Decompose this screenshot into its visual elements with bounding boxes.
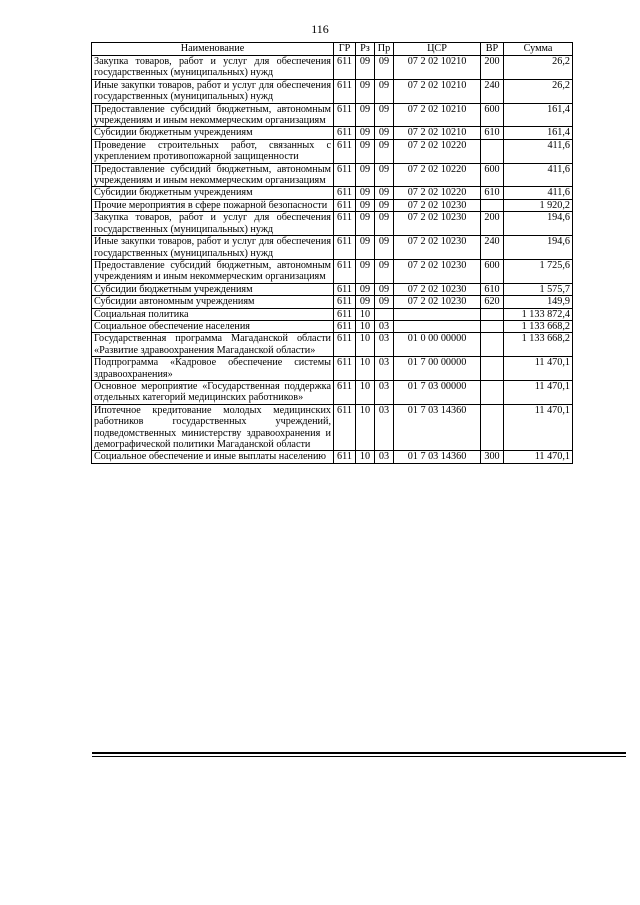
table-row: [92, 357, 573, 381]
row-vr-cell: 600: [481, 259, 504, 283]
row-pr-cell: 09: [375, 187, 394, 199]
table-row: [92, 404, 573, 451]
row-amount-cell: 161,4: [504, 103, 573, 127]
row-amount-cell: 194,6: [504, 236, 573, 260]
row-amount-cell: 1 725,6: [504, 259, 573, 283]
row-pr-cell: 09: [375, 236, 394, 260]
row-vr-cell: [481, 199, 504, 211]
row-rz-cell: 10: [356, 333, 375, 357]
row-amount-cell: 411,6: [504, 187, 573, 199]
row-vr-cell: [481, 308, 504, 320]
row-gr-cell: 611: [334, 163, 356, 187]
row-amount-cell: 1 133 668,2: [504, 333, 573, 357]
row-name-cell: Социальное обеспечение населения: [92, 320, 334, 332]
row-pr-cell: 09: [375, 56, 394, 80]
row-rz-cell: 09: [356, 296, 375, 308]
table-row: [92, 79, 573, 103]
row-vr-cell: [481, 333, 504, 357]
row-rz-cell: 09: [356, 139, 375, 163]
row-pr-cell: 09: [375, 296, 394, 308]
row-rz-cell: 09: [356, 187, 375, 199]
row-csr-cell: 01 7 00 00000: [394, 357, 481, 381]
row-amount-cell: 161,4: [504, 127, 573, 139]
row-rz-cell: 09: [356, 79, 375, 103]
bottom-rule: [92, 752, 626, 754]
row-vr-cell: [481, 404, 504, 451]
table-row: [92, 56, 573, 80]
row-csr-cell: 07 2 02 10230: [394, 236, 481, 260]
row-gr-cell: 611: [334, 212, 356, 236]
table-row: [92, 103, 573, 127]
row-csr-cell: 07 2 02 10210: [394, 56, 481, 80]
row-amount-cell: 1 133 668,2: [504, 320, 573, 332]
row-pr-cell: 09: [375, 283, 394, 295]
row-vr-cell: 240: [481, 79, 504, 103]
header-rz: Рз: [356, 43, 375, 56]
row-pr-cell: 03: [375, 380, 394, 404]
table-row: [92, 139, 573, 163]
row-name-cell: Предоставление субсидий бюджетным, автономным учреждениям и иным некоммерческим организациям: [92, 259, 334, 283]
row-rz-cell: 10: [356, 320, 375, 332]
table-row: [92, 320, 573, 332]
row-gr-cell: 611: [334, 199, 356, 211]
row-gr-cell: 611: [334, 320, 356, 332]
row-vr-cell: [481, 357, 504, 381]
row-csr-cell: 01 7 03 00000: [394, 380, 481, 404]
row-gr-cell: 611: [334, 127, 356, 139]
row-vr-cell: [481, 380, 504, 404]
row-amount-cell: 1 920,2: [504, 199, 573, 211]
row-vr-cell: 600: [481, 103, 504, 127]
row-gr-cell: 611: [334, 56, 356, 80]
table-row: [92, 296, 573, 308]
row-pr-cell: 09: [375, 163, 394, 187]
row-gr-cell: 611: [334, 236, 356, 260]
row-pr-cell: 09: [375, 139, 394, 163]
row-amount-cell: 11 470,1: [504, 451, 573, 463]
row-rz-cell: 09: [356, 212, 375, 236]
row-name-cell: Основное мероприятие «Государственная поддержка отдельных категорий медицинских работников»: [92, 380, 334, 404]
row-csr-cell: 07 2 02 10230: [394, 259, 481, 283]
row-csr-cell: 07 2 02 10220: [394, 187, 481, 199]
table-row: [92, 333, 573, 357]
row-vr-cell: 610: [481, 127, 504, 139]
row-amount-cell: 149,9: [504, 296, 573, 308]
row-name-cell: Ипотечное кредитование молодых медицинских работников государственных учреждений, подведомственных министерству здравоохранения и демографической политики Магаданской области: [92, 404, 334, 451]
row-csr-cell: [394, 320, 481, 332]
row-vr-cell: 610: [481, 187, 504, 199]
row-gr-cell: 611: [334, 380, 356, 404]
header-gr: ГР: [334, 43, 356, 56]
row-name-cell: Закупка товаров, работ и услуг для обеспечения государственных (муниципальных) нужд: [92, 212, 334, 236]
row-gr-cell: 611: [334, 79, 356, 103]
row-csr-cell: 07 2 02 10210: [394, 103, 481, 127]
row-gr-cell: 611: [334, 103, 356, 127]
row-amount-cell: 194,6: [504, 212, 573, 236]
table-row: [92, 212, 573, 236]
row-name-cell: Закупка товаров, работ и услуг для обеспечения государственных (муниципальных) нужд: [92, 56, 334, 80]
row-amount-cell: 11 470,1: [504, 404, 573, 451]
row-vr-cell: 600: [481, 163, 504, 187]
row-vr-cell: 300: [481, 451, 504, 463]
row-rz-cell: 10: [356, 380, 375, 404]
table-row: [92, 163, 573, 187]
row-vr-cell: 620: [481, 296, 504, 308]
header-amount: Сумма: [504, 43, 573, 56]
page-number: 116: [311, 22, 329, 36]
row-csr-cell: 01 0 00 00000: [394, 333, 481, 357]
table-row: [92, 283, 573, 295]
row-vr-cell: 240: [481, 236, 504, 260]
row-rz-cell: 09: [356, 259, 375, 283]
row-vr-cell: [481, 139, 504, 163]
row-gr-cell: 611: [334, 259, 356, 283]
row-name-cell: Предоставление субсидий бюджетным, автономным учреждениям и иным некоммерческим организациям: [92, 163, 334, 187]
row-pr-cell: 09: [375, 199, 394, 211]
row-rz-cell: 09: [356, 163, 375, 187]
row-name-cell: Прочие мероприятия в сфере пожарной безопасности: [92, 199, 334, 211]
row-name-cell: Социальная политика: [92, 308, 334, 320]
row-gr-cell: 611: [334, 308, 356, 320]
row-pr-cell: 09: [375, 103, 394, 127]
row-pr-cell: [375, 308, 394, 320]
row-rz-cell: 09: [356, 56, 375, 80]
row-amount-cell: 26,2: [504, 79, 573, 103]
row-name-cell: Субсидии бюджетным учреждениям: [92, 283, 334, 295]
row-pr-cell: 03: [375, 333, 394, 357]
row-amount-cell: 411,6: [504, 163, 573, 187]
row-csr-cell: 07 2 02 10210: [394, 127, 481, 139]
row-amount-cell: 11 470,1: [504, 357, 573, 381]
row-amount-cell: 26,2: [504, 56, 573, 80]
row-amount-cell: 1 575,7: [504, 283, 573, 295]
row-csr-cell: 07 2 02 10210: [394, 79, 481, 103]
row-csr-cell: 07 2 02 10230: [394, 296, 481, 308]
row-gr-cell: 611: [334, 357, 356, 381]
row-pr-cell: 03: [375, 451, 394, 463]
header-pr: Пр: [375, 43, 394, 56]
row-gr-cell: 611: [334, 404, 356, 451]
row-pr-cell: 03: [375, 357, 394, 381]
row-rz-cell: 10: [356, 404, 375, 451]
row-csr-cell: 01 7 03 14360: [394, 404, 481, 451]
row-name-cell: Государственная программа Магаданской области «Развитие здравоохранения Магаданской области»: [92, 333, 334, 357]
row-gr-cell: 611: [334, 451, 356, 463]
budget-table: [91, 42, 573, 464]
row-vr-cell: 200: [481, 212, 504, 236]
row-rz-cell: 10: [356, 308, 375, 320]
row-gr-cell: 611: [334, 187, 356, 199]
row-rz-cell: 10: [356, 357, 375, 381]
row-amount-cell: 11 470,1: [504, 380, 573, 404]
row-name-cell: Иные закупки товаров, работ и услуг для обеспечения государственных (муниципальных) нужд: [92, 79, 334, 103]
table-row: [92, 308, 573, 320]
row-rz-cell: 10: [356, 451, 375, 463]
row-csr-cell: 07 2 02 10230: [394, 199, 481, 211]
row-name-cell: Подпрограмма «Кадровое обеспечение системы здравоохранения»: [92, 357, 334, 381]
table-row: [92, 259, 573, 283]
header-csr: ЦСР: [394, 43, 481, 56]
header-vr: ВР: [481, 43, 504, 56]
row-csr-cell: 01 7 03 14360: [394, 451, 481, 463]
row-amount-cell: 1 133 872,4: [504, 308, 573, 320]
row-name-cell: Социальное обеспечение и иные выплаты населению: [92, 451, 334, 463]
row-amount-cell: 411,6: [504, 139, 573, 163]
row-pr-cell: 09: [375, 212, 394, 236]
row-pr-cell: 09: [375, 259, 394, 283]
row-gr-cell: 611: [334, 283, 356, 295]
row-name-cell: Иные закупки товаров, работ и услуг для обеспечения государственных (муниципальных) нужд: [92, 236, 334, 260]
row-rz-cell: 09: [356, 236, 375, 260]
row-rz-cell: 09: [356, 283, 375, 295]
table-row: [92, 199, 573, 211]
row-name-cell: Субсидии бюджетным учреждениям: [92, 127, 334, 139]
row-csr-cell: 07 2 02 10220: [394, 139, 481, 163]
row-rz-cell: 09: [356, 199, 375, 211]
row-vr-cell: 610: [481, 283, 504, 295]
table-row: [92, 236, 573, 260]
table-row: [92, 451, 573, 463]
table-row: [92, 127, 573, 139]
row-gr-cell: 611: [334, 296, 356, 308]
row-pr-cell: 09: [375, 127, 394, 139]
row-name-cell: Предоставление субсидий бюджетным, автономным учреждениям и иным некоммерческим организациям: [92, 103, 334, 127]
row-name-cell: Проведение строительных работ, связанных с укреплением противопожарной защищенности: [92, 139, 334, 163]
table-row: [92, 187, 573, 199]
row-name-cell: Субсидии бюджетным учреждениям: [92, 187, 334, 199]
row-csr-cell: 07 2 02 10230: [394, 212, 481, 236]
row-csr-cell: [394, 308, 481, 320]
row-vr-cell: [481, 320, 504, 332]
row-gr-cell: 611: [334, 139, 356, 163]
row-name-cell: Субсидии автономным учреждениям: [92, 296, 334, 308]
row-pr-cell: 03: [375, 320, 394, 332]
table-header-row: [92, 43, 573, 56]
row-csr-cell: 07 2 02 10230: [394, 283, 481, 295]
table-row: [92, 380, 573, 404]
row-rz-cell: 09: [356, 103, 375, 127]
row-gr-cell: 611: [334, 333, 356, 357]
row-vr-cell: 200: [481, 56, 504, 80]
row-pr-cell: 03: [375, 404, 394, 451]
row-rz-cell: 09: [356, 127, 375, 139]
row-pr-cell: 09: [375, 79, 394, 103]
table-body: [92, 56, 573, 464]
header-name: Наименование: [92, 43, 334, 56]
row-csr-cell: 07 2 02 10220: [394, 163, 481, 187]
